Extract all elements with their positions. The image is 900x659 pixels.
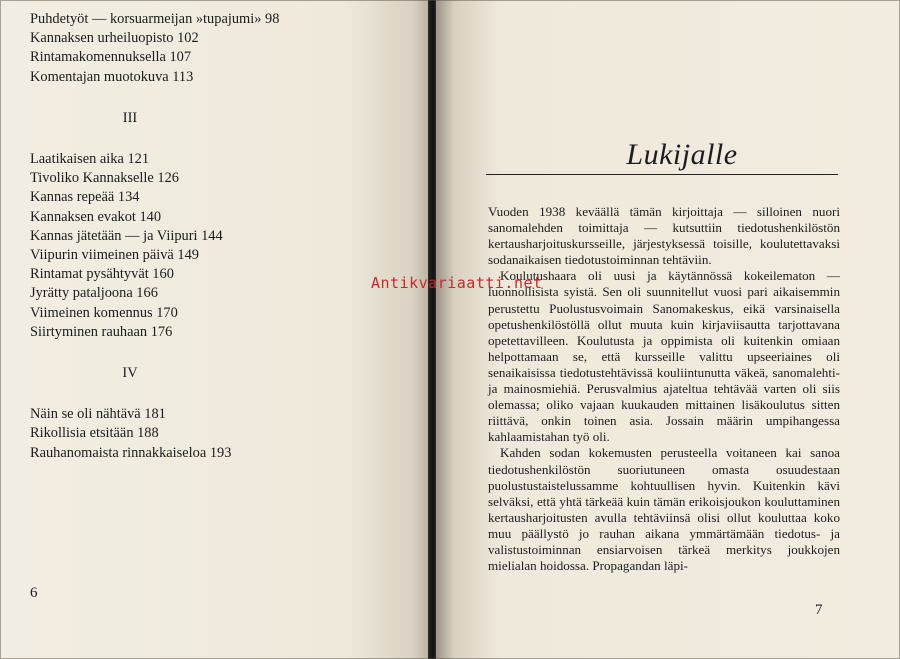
chapter-heading	[486, 138, 838, 175]
toc-continued	[30, 10, 420, 87]
toc-entry: Laatikaisen aika 121	[30, 151, 150, 168]
page-number-left: 6	[30, 585, 38, 601]
title-rule	[486, 174, 838, 175]
toc-entry: Siirtyminen rauhaan 176	[30, 323, 173, 340]
toc-entry: Puhdetyöt — korsuarmeijan »tupajumi» 98	[30, 11, 280, 27]
toc-entry: Viipurin viimeinen päivä 149	[30, 247, 199, 264]
toc-entry: Kannaksen urheiluopisto 102	[30, 30, 199, 47]
chapter-title: Lukijalle	[626, 138, 738, 171]
toc-entry: Rintamakomennuksella 107	[30, 49, 192, 66]
chapter-body	[488, 204, 840, 574]
toc-entry: Tivoliko Kannakselle 126	[30, 170, 179, 187]
section-entries	[30, 150, 420, 342]
toc-entry: Jyrätty pataljoona 166	[30, 285, 158, 302]
toc-entry: Näin se oli nähtävä 181	[30, 406, 166, 423]
page-number-right: 7	[815, 602, 823, 618]
toc-entry: Kannas jätetään — ja Viipuri 144	[30, 227, 223, 244]
table-of-contents	[30, 10, 420, 463]
body-paragraph: Koulutushaara oli uusi ja käytännössä kokeilematon — luonnollisista syistä. Sen oli suunnitellut vuosi pari aikaisemmin perustettu Puolustusvoimain Sanomakeskus, eikä varsinaisella opetushenkilöstöllä ollut muuta kuin kirjaviisautta tarjottavana opetettavilleen. Koulutusta ja oppimista oli kuitenkin omiaan helpottamaan se, että kursseille valittu upseeriaines oli senaikaisissa tiedotustehtävissä kouliintunutta väkeä, sanomalehti- ja mainosmiehiä. Perusvalmius ajateltua tehtävää varten oli siis olemassa; oliko vajaan kuukauden mittainen lisäkoulutus sitten riittävä, onkin toinen asia. Jossain määrin umpihangessa kahlaamistahan työ oli.	[488, 268, 840, 445]
body-paragraph: Vuoden 1938 keväällä tämän kirjoittaja — silloinen nuori sanomalehden toimittaja — kutsuttiin tiedotushenkilöstön kertausharjoituskursseille, järjestyksessä toisille, koulutettavaksi sodanaikaisen tiedotustoiminnan tehtäviin.	[488, 204, 840, 268]
toc-entry: Viimeinen komennus 170	[30, 304, 178, 321]
toc-entry: Kannas repeää 134	[30, 189, 140, 206]
section-entries	[30, 405, 420, 463]
toc-entry: Kannaksen evakot 140	[30, 208, 162, 225]
toc-entry: Komentajan muotokuva 113	[30, 68, 194, 85]
toc-entry: Rauhanomaista rinnakkaiseloa 193	[30, 444, 232, 461]
left-page	[0, 0, 430, 659]
watermark-text: Antikvariaatti.net	[371, 274, 543, 292]
body-paragraph: Kahden sodan kokemusten perusteella voitaneen kai sanoa tiedotushenkilöstön suoriutuneen omasta osuudestaan puolustustaistelussamme kohtuullisen hyvin. Kuitenkin kävi selväksi, että yhtä tärkeää kuin tämän erikoisjoukon kouluttaminen kertausharjoitusten avulla tehtäviinsä olisi ollut kouluttaa koko muu päällystö jo rauhan aikana ymmärtämään tiedotus- ja valistustoiminnan ensiarvoisen tärkeä merkitys joukkojen mielialan hoidossa. Propagandan läpi-	[488, 445, 840, 574]
toc-entry: Rikollisia etsitään 188	[30, 425, 159, 442]
toc-entry: Rintamat pysähtyvät 160	[30, 266, 174, 283]
section-numeral: III	[122, 109, 138, 126]
section-numeral: IV	[122, 365, 138, 382]
